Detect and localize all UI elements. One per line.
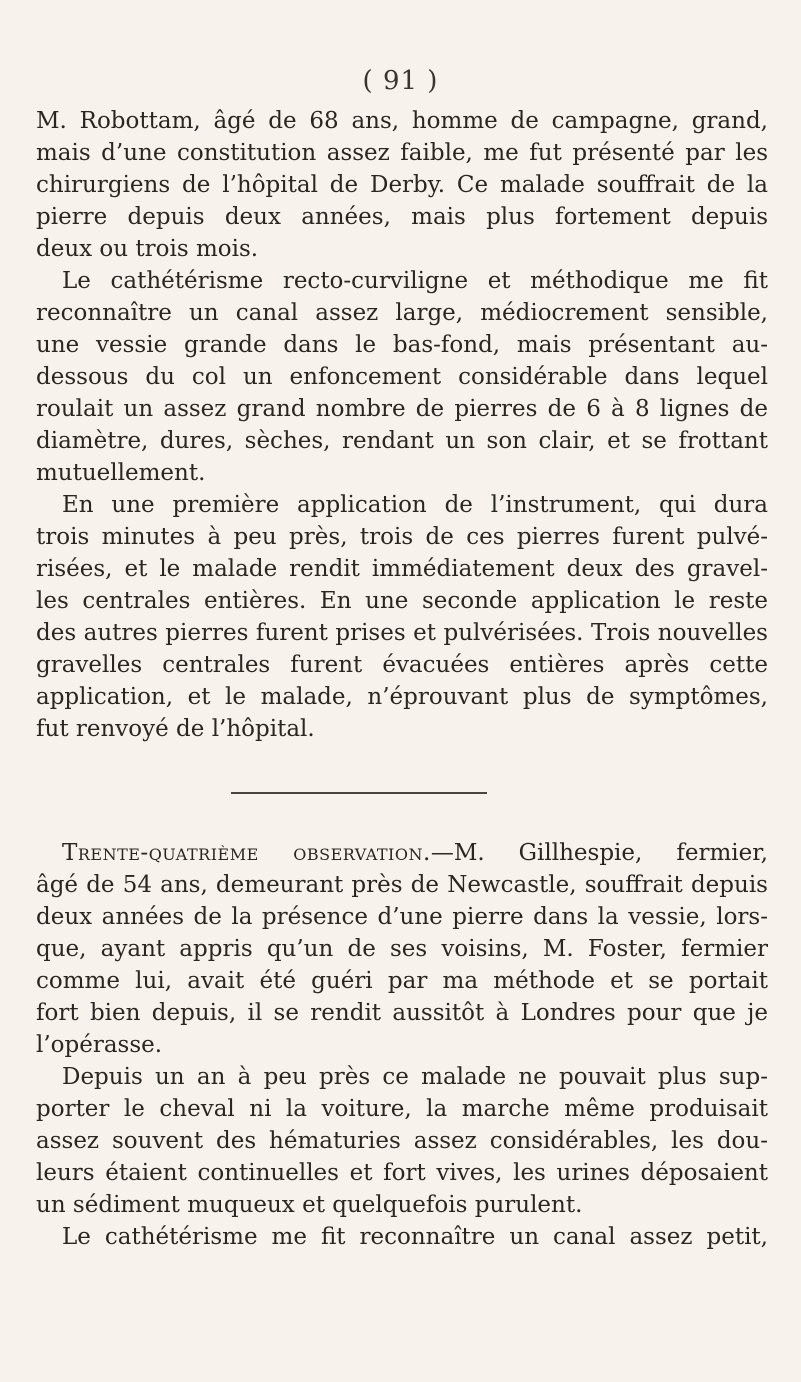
paragraph-line: gravelles centrales furent évacuées entières après cette [36,652,768,678]
paragraph-line: roulait un assez grand nombre de pierres de 6 à 8 lignes de [36,396,768,422]
heading-continuation: —M. Gillhespie, fermier, [430,840,768,866]
paragraph-line: diamètre, dures, sèches, rendant un son clair, et se frottant [36,428,768,454]
paragraph-line: Le cathétérisme me fit reconnaître un canal assez petit, [62,1224,768,1250]
paragraph-line: Depuis un an à peu près ce malade ne pouvait plus sup- [62,1064,768,1090]
paragraph-line: dessous du col un enfoncement considérable dans lequel [36,364,768,390]
paragraph-line: risées, et le malade rendit immédiatement deux des gravel- [36,556,768,582]
paragraph-line: M. Robottam, âgé de 68 ans, homme de campagne, grand, [36,108,768,134]
paragraph-line: trois minutes à peu près, trois de ces pierres furent pulvé- [36,524,768,550]
paragraph-line: un sédiment muqueux et quelquefois purulent. [36,1192,583,1218]
paragraph-line: chirurgiens de l’hôpital de Derby. Ce malade souffrait de la [36,172,768,198]
paragraph-line: Le cathétérisme recto-curviligne et méthodique me fit [62,268,768,294]
paragraph-line: porter le cheval ni la voiture, la marche même produisait [36,1096,768,1122]
paragraph-line: âgé de 54 ans, demeurant près de Newcastle, souffrait depuis [36,872,768,898]
paragraph-line: l’opérasse. [36,1032,163,1058]
page-number: ( 91 ) [362,66,439,96]
paragraph-line: deux ou trois mois. [36,236,259,262]
observation-heading-line [62,838,768,868]
paragraph-line: reconnaître un canal assez large, médiocrement sensible, [36,300,768,326]
paragraph-line: une vessie grande dans le bas-fond, mais présentant au- [36,332,768,358]
paragraph-line: mutuellement. [36,460,206,486]
paragraph-line: deux années de la présence d’une pierre dans la vessie, lors- [36,904,768,930]
paragraph-line: les centrales entières. En une seconde application le reste [36,588,768,614]
paragraph-line: fort bien depuis, il se rendit aussitôt à Londres pour que je [36,1000,768,1026]
paragraph-line: comme lui, avait été guéri par ma méthode et se portait [36,968,768,994]
paragraph-line: application, et le malade, n’éprouvant plus de symptômes, [36,684,768,710]
section-divider [231,792,487,794]
observation-heading: Trente-quatrième observation. [62,840,431,866]
paragraph-line: que, ayant appris qu’un de ses voisins, M. Foster, fermier [36,936,768,962]
paragraph-line: En une première application de l’instrument, qui dura [62,492,768,518]
paragraph-line: leurs étaient continuelles et fort vives, les urines déposaient [36,1160,768,1186]
paragraph-line: des autres pierres furent prises et pulvérisées. Trois nouvelles [36,620,768,646]
paragraph-line: assez souvent des hématuries assez considérables, les dou- [36,1128,768,1154]
paragraph-line: mais d’une constitution assez faible, me fut présenté par les [36,140,768,166]
paragraph-line: fut renvoyé de l’hôpital. [36,716,315,742]
paragraph-line: pierre depuis deux années, mais plus fortement depuis [36,204,768,230]
